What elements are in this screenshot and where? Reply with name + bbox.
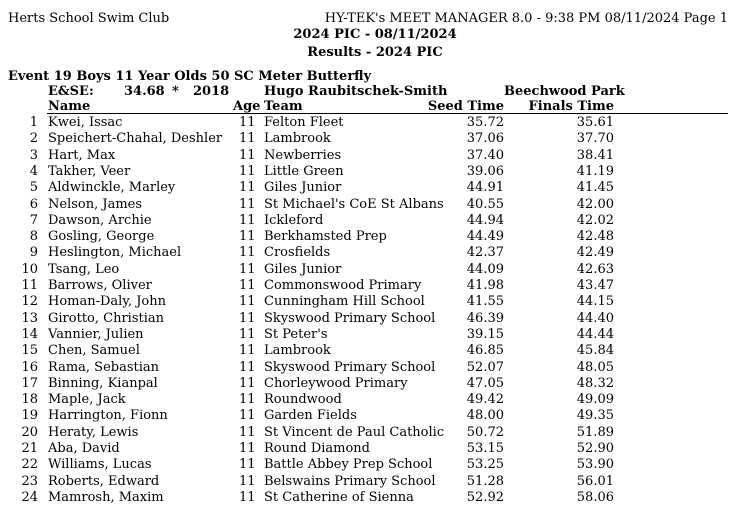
- swimmer-name: Nelson, James: [48, 196, 143, 212]
- swimmer-age: 11: [239, 408, 256, 424]
- result-place: 3: [29, 147, 38, 163]
- result-place: 15: [21, 343, 38, 359]
- swimmer-name: Roberts, Edward: [48, 473, 160, 489]
- result-row: [0, 164, 750, 180]
- club-name: Herts School Swim Club: [8, 11, 170, 26]
- seed-time: 35.72: [466, 115, 504, 130]
- swimmer-age: 11: [239, 489, 256, 505]
- result-row: [0, 115, 750, 131]
- team-name: Lambrook: [264, 343, 331, 359]
- result-row: [0, 425, 750, 441]
- seed-time: 52.07: [466, 359, 504, 375]
- result-place: 9: [29, 245, 38, 261]
- finals-time: 44.44: [576, 326, 614, 342]
- swimmer-name: Homan-Daly, John: [48, 294, 167, 310]
- swimmer-age: 11: [239, 473, 256, 489]
- column-header-name: Name: [48, 99, 91, 114]
- finals-time: 41.19: [576, 163, 614, 179]
- team-name: Round Diamond: [264, 441, 370, 456]
- team-name: Newberries: [264, 147, 342, 163]
- record-star: *: [172, 84, 179, 99]
- swimmer-age: 11: [239, 310, 256, 326]
- result-row: [0, 490, 750, 506]
- swimmer-age: 11: [239, 326, 256, 342]
- finals-time: 42.49: [576, 245, 614, 261]
- swimmer-name: Gosling, George: [48, 229, 155, 245]
- swimmer-age: 11: [239, 147, 256, 163]
- swimmer-name: Chen, Samuel: [48, 343, 140, 359]
- finals-time: 41.45: [576, 180, 614, 196]
- team-name: Crosfields: [264, 245, 331, 261]
- swimmer-age: 11: [239, 278, 256, 293]
- swimmer-name: Rama, Sebastian: [48, 359, 160, 375]
- column-header-team: Team: [264, 99, 303, 114]
- record-label: E&SE:: [48, 84, 94, 99]
- record-holder: Hugo Raubitschek-Smith: [264, 84, 448, 99]
- finals-time: 44.15: [576, 294, 614, 310]
- swimmer-name: Aba, David: [48, 441, 120, 456]
- result-place: 19: [21, 408, 38, 424]
- result-row: [0, 376, 750, 392]
- swimmer-age: 11: [239, 441, 256, 456]
- result-row: [0, 392, 750, 408]
- column-header-seed-time: Seed Time: [427, 99, 504, 114]
- result-place: 12: [21, 294, 38, 310]
- finals-time: 42.48: [576, 229, 614, 245]
- result-place: 13: [21, 310, 38, 326]
- seed-time: 46.39: [466, 310, 504, 326]
- result-row: [0, 245, 750, 261]
- swimmer-name: Harrington, Fionn: [48, 408, 168, 424]
- team-name: Roundwood: [264, 392, 342, 408]
- seed-time: 47.05: [466, 375, 504, 391]
- result-row: [0, 262, 750, 278]
- team-name: Felton Fleet: [264, 115, 344, 130]
- seed-time: 46.85: [466, 343, 504, 359]
- swimmer-age: 11: [239, 196, 256, 212]
- seed-time: 37.40: [466, 147, 504, 163]
- result-row: [0, 311, 750, 327]
- result-place: 14: [21, 326, 38, 342]
- finals-time: 51.89: [576, 424, 614, 440]
- meet-title: 2024 PIC - 08/11/2024: [293, 27, 457, 42]
- team-name: St Peter's: [264, 326, 328, 342]
- swimmer-age: 11: [239, 180, 256, 196]
- seed-time: 50.72: [466, 424, 504, 440]
- seed-time: 48.00: [466, 408, 504, 424]
- software-info: HY-TEK's MEET MANAGER 8.0 - 9:38 PM 08/11/2024 Page 1: [324, 11, 728, 26]
- swimmer-age: 11: [239, 163, 256, 179]
- record-year: 2018: [193, 84, 230, 99]
- result-row: [0, 474, 750, 490]
- team-name: St Catherine of Sienna: [264, 489, 414, 505]
- swimmer-age: 11: [239, 229, 256, 245]
- result-row: [0, 441, 750, 457]
- finals-time: 56.01: [576, 473, 614, 489]
- result-row: [0, 131, 750, 147]
- column-header-finals-time: Finals Time: [528, 99, 614, 114]
- swimmer-name: Maple, Jack: [48, 392, 126, 408]
- swimmer-name: Takher, Veer: [48, 163, 131, 179]
- swimmer-name: Mamrosh, Maxim: [48, 489, 164, 505]
- finals-time: 44.40: [576, 310, 614, 326]
- finals-time: 35.61: [576, 115, 614, 130]
- swimmer-name: Speichert-Chahal, Deshler: [48, 131, 223, 147]
- result-place: 6: [29, 196, 38, 212]
- team-name: St Vincent de Paul Catholic: [264, 424, 445, 440]
- team-name: Giles Junior: [264, 261, 342, 277]
- finals-time: 53.90: [576, 457, 614, 473]
- swimmer-age: 11: [239, 375, 256, 391]
- finals-time: 38.41: [576, 147, 614, 163]
- result-place: 16: [21, 359, 38, 375]
- swimmer-age: 11: [239, 261, 256, 277]
- swimmer-age: 11: [239, 392, 256, 408]
- team-name: Commonswood Primary: [264, 278, 422, 293]
- swimmer-age: 11: [239, 131, 256, 147]
- result-place: 17: [21, 375, 38, 391]
- result-place: 11: [21, 278, 38, 293]
- finals-time: 42.00: [576, 196, 614, 212]
- seed-time: 53.15: [466, 441, 504, 456]
- result-row: [0, 408, 750, 424]
- team-name: Giles Junior: [264, 180, 342, 196]
- swimmer-age: 11: [239, 115, 256, 130]
- swimmer-name: Hart, Max: [48, 147, 116, 163]
- swimmer-name: Heraty, Lewis: [48, 424, 139, 440]
- finals-time: 42.63: [576, 261, 614, 277]
- seed-time: 44.49: [466, 229, 504, 245]
- team-name: Lambrook: [264, 131, 331, 147]
- swimmer-name: Barrows, Oliver: [48, 278, 152, 293]
- finals-time: 37.70: [576, 131, 614, 147]
- seed-time: 51.28: [466, 473, 504, 489]
- finals-time: 49.09: [576, 392, 614, 408]
- result-row: [0, 148, 750, 164]
- result-row: [0, 327, 750, 343]
- team-name: Belswains Primary School: [264, 473, 436, 489]
- swimmer-name: Girotto, Christian: [48, 310, 164, 326]
- team-name: Battle Abbey Prep School: [264, 457, 433, 473]
- team-name: Ickleford: [264, 212, 324, 228]
- seed-time: 42.37: [466, 245, 504, 261]
- result-row: [0, 213, 750, 229]
- seed-time: 49.42: [466, 392, 504, 408]
- finals-time: 52.90: [576, 441, 614, 456]
- swimmer-name: Dawson, Archie: [48, 212, 152, 228]
- team-name: Skyswood Primary School: [264, 310, 436, 326]
- seed-time: 44.91: [466, 180, 504, 196]
- swimmer-name: Vannier, Julien: [48, 326, 144, 342]
- record-location: Beechwood Park: [504, 84, 625, 99]
- finals-time: 43.47: [576, 278, 614, 293]
- result-row: [0, 294, 750, 310]
- finals-time: 49.35: [576, 408, 614, 424]
- team-name: Berkhamsted Prep: [264, 229, 387, 245]
- result-place: 24: [21, 489, 38, 505]
- result-place: 21: [21, 441, 38, 456]
- swimmer-age: 11: [239, 212, 256, 228]
- seed-time: 52.92: [466, 489, 504, 505]
- team-name: Chorleywood Primary: [264, 375, 408, 391]
- seed-time: 40.55: [466, 196, 504, 212]
- team-name: Skyswood Primary School: [264, 359, 436, 375]
- swimmer-age: 11: [239, 245, 256, 261]
- result-place: 2: [29, 131, 38, 147]
- result-row: [0, 343, 750, 359]
- finals-time: 42.02: [576, 212, 614, 228]
- seed-time: 37.06: [466, 131, 504, 147]
- result-place: 23: [21, 473, 38, 489]
- result-row: [0, 197, 750, 213]
- seed-time: 39.06: [466, 163, 504, 179]
- record-time: 34.68: [124, 84, 165, 99]
- result-place: 1: [29, 115, 38, 130]
- result-place: 8: [29, 229, 38, 245]
- result-row: [0, 180, 750, 196]
- seed-time: 39.15: [466, 326, 504, 342]
- seed-time: 53.25: [466, 457, 504, 473]
- result-place: 7: [29, 212, 38, 228]
- team-name: St Michael's CoE St Albans: [264, 196, 444, 212]
- team-name: Cunningham Hill School: [264, 294, 425, 310]
- swimmer-age: 11: [239, 424, 256, 440]
- result-place: 5: [29, 180, 38, 196]
- swimmer-name: Kwei, Issac: [48, 115, 123, 130]
- result-place: 22: [21, 457, 38, 473]
- swimmer-age: 11: [239, 457, 256, 473]
- result-row: [0, 229, 750, 245]
- result-row: [0, 278, 750, 294]
- result-place: 18: [21, 392, 38, 408]
- seed-time: 44.94: [466, 212, 504, 228]
- team-name: Garden Fields: [264, 408, 357, 424]
- swimmer-age: 11: [239, 359, 256, 375]
- team-name: Little Green: [264, 163, 344, 179]
- swimmer-name: Aldwinckle, Marley: [48, 180, 176, 196]
- swimmer-name: Heslington, Michael: [48, 245, 182, 261]
- swimmer-age: 11: [239, 294, 256, 310]
- results-title: Results - 2024 PIC: [307, 45, 443, 60]
- swimmer-age: 11: [239, 343, 256, 359]
- result-place: 10: [21, 261, 38, 277]
- result-place: 4: [29, 163, 38, 179]
- swimmer-name: Williams, Lucas: [48, 457, 152, 473]
- event-title: Event 19 Boys 11 Year Olds 50 SC Meter Butterfly: [8, 69, 372, 84]
- finals-time: 48.32: [576, 375, 614, 391]
- result-place: 20: [21, 424, 38, 440]
- finals-time: 48.05: [576, 359, 614, 375]
- result-row: [0, 457, 750, 473]
- header-divider: [47, 113, 728, 114]
- swimmer-name: Binning, Kianpal: [48, 375, 158, 391]
- finals-time: 45.84: [576, 343, 614, 359]
- seed-time: 44.09: [466, 261, 504, 277]
- seed-time: 41.55: [466, 294, 504, 310]
- seed-time: 41.98: [466, 278, 504, 293]
- column-header-age: Age: [233, 99, 261, 114]
- result-row: [0, 360, 750, 376]
- finals-time: 58.06: [576, 489, 614, 505]
- swimmer-name: Tsang, Leo: [48, 261, 120, 277]
